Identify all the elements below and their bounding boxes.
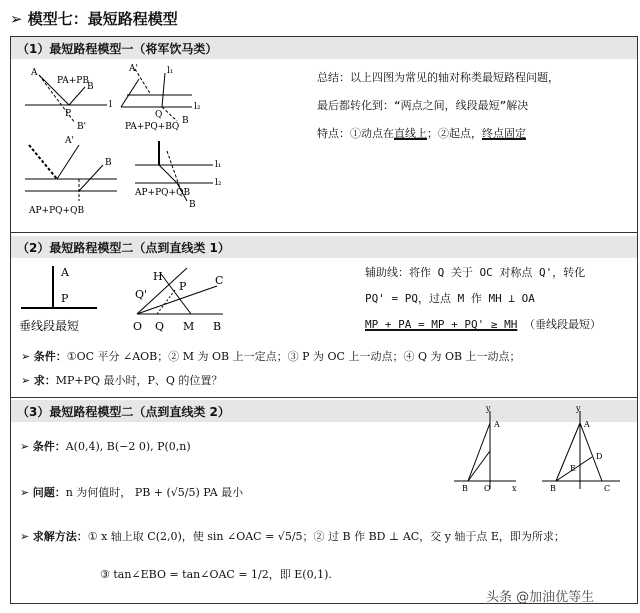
fig6-label-p: P — [179, 280, 187, 293]
summary3-mid: ；②起点， — [427, 127, 482, 140]
fig1-label-bprime: B' — [77, 122, 87, 132]
fig7-label-x: x — [512, 484, 517, 493]
section2-header — [11, 236, 637, 258]
fig6-label-m: M — [183, 320, 195, 333]
section1-title: （1）最短路程模型一（将军饮马类） — [17, 42, 218, 56]
fig8-label-a: A — [584, 420, 590, 429]
fig2-label-sum: PA+PQ+BQ — [125, 122, 180, 132]
fig5-label-a: A — [61, 266, 69, 279]
aux3-note: （垂线段最短） — [523, 318, 601, 331]
s2-ask-text: MP+PQ 最小时，P、Q 的位置？ — [55, 374, 223, 387]
fig1-label-sum: PA+PB — [57, 76, 89, 86]
s2-ask: ➢ 求：MP+PQ 最小时，P、Q 的位置？ — [21, 374, 223, 387]
fig5-caption: 垂线段最短 — [19, 319, 80, 333]
fig4-label-sum: AP+PQ+QB — [135, 188, 191, 198]
fig3-label-aprime: A' — [65, 136, 74, 146]
fig7-label-y: y — [486, 405, 491, 413]
fig3-label-sum: AP+PQ+QB — [29, 206, 85, 216]
fig7-label-b: B — [462, 484, 468, 493]
s3-sol-label: 求解方法： — [32, 530, 88, 543]
section3-figures — [450, 405, 630, 495]
section2-body — [11, 258, 637, 398]
fig6-label-q: Q — [155, 320, 165, 333]
watermark: 头条 @加油优等生 — [486, 590, 595, 605]
fig8-label-d: D — [596, 452, 603, 461]
fig8-label-b: B — [550, 484, 556, 493]
section3-title: （3）最短路程模型二（点到直线类 2） — [17, 405, 230, 419]
aux-line2: PQ' = PQ，过点 M 作 MH ⊥ OA — [365, 292, 535, 305]
section2-figures — [17, 260, 347, 340]
summary3-pre: 特点：①动点在 — [317, 127, 394, 140]
fig2-label-l1: l₁ — [167, 66, 174, 76]
fig6-label-b: B — [213, 320, 222, 333]
fig3-label-b: B — [105, 158, 112, 168]
s3-question: ➢ 问题：n 为何值时， PB + (√5/5) PA 最小 — [20, 486, 244, 499]
fig4-label-b: B — [189, 200, 196, 210]
summary-line1: 总结：以上四图为常见的轴对称类最短路程问题， — [317, 71, 559, 84]
fig6-label-qprime: Q' — [135, 288, 148, 301]
s3-q-post: 最小 — [221, 486, 244, 499]
section1-figures — [17, 61, 317, 231]
fig2-label-l2: l₂ — [194, 102, 201, 112]
fig7-label-o: O — [484, 484, 491, 493]
s2-cond-text: ①OC 平分 ∠AOB；② M 为 OB 上一定点；③ P 为 OC 上一动点；④ Q 为 OB 上一动点； — [66, 350, 521, 363]
s3-cond-text: A(0,4), B(−2 0), P(0,n) — [65, 440, 191, 453]
fig1-label-b: B — [87, 82, 94, 92]
fig7-label-a: A — [494, 420, 500, 429]
s2-cond-label: 条件： — [33, 350, 67, 363]
section1-header — [11, 37, 637, 59]
s3-q-expr: PB + (√5/5) PA — [134, 486, 218, 499]
section1-body — [11, 59, 637, 233]
s3-condition: ➢ 条件：A(0,4), B(−2 0), P(0,n) — [20, 440, 191, 453]
fig1-label-l: l — [109, 100, 112, 110]
fig4-label-l2: l₂ — [215, 178, 222, 188]
fig8-label-y: y — [576, 405, 581, 413]
section2-title: （2）最短路程模型二（点到直线类 1） — [17, 241, 230, 255]
fig1-label-p: P — [65, 109, 72, 119]
fig8-label-c: C — [604, 484, 611, 493]
fig6-label-h: H — [153, 270, 163, 283]
s3-cond-label: 条件： — [32, 440, 66, 453]
fig5-label-p: P — [61, 292, 69, 305]
fig2-label-aprime: A' — [129, 64, 138, 74]
summary-line2: 最后都转化到：“两点之间，线段最短”解决 — [317, 99, 529, 112]
s3-solution: ➢ 求解方法：① x 轴上取 C(2,0)，使 sin ∠OAC = √5/5；② 过 B 作 BD ⊥ AC，交 y 轴于点 E，即为所求； — [20, 530, 565, 543]
s2-condition: ➢ 条件：①OC 平分 ∠AOB；② M 为 OB 上一定点；③ P 为 OC 上一动点；④ Q 为 OB 上一动点； — [21, 350, 521, 363]
summary3-underlined1: 直线上 — [394, 127, 427, 140]
s3-q-label: 问题： — [32, 486, 66, 499]
fig1-label-a: A — [31, 68, 38, 78]
summary-line3 — [317, 125, 526, 141]
fig2-label-q: Q — [155, 110, 163, 120]
s2-ask-label: 求： — [33, 374, 56, 387]
aux-line1: 辅助线：将作 Q 关于 OC 对称点 Q'，转化 — [365, 266, 586, 279]
fig8-label-e: E — [570, 464, 576, 473]
s3-q-pre: n 为何值时， — [65, 486, 132, 499]
fig6-label-o: O — [133, 320, 143, 333]
s3-sol2: ③ tan∠EBO = tan∠OAC = 1/2，即 E(0,1). — [100, 568, 332, 581]
s3-sol1: ① x 轴上取 C(2,0)，使 sin ∠OAC = √5/5；② 过 B 作 BD ⊥ AC，交 y 轴于点 E，即为所求； — [87, 530, 565, 543]
fig4-label-l1: l₁ — [215, 160, 222, 170]
fig6-label-c: C — [215, 274, 224, 287]
summary3-underlined2: 终点固定 — [482, 127, 526, 140]
aux3-inequality: MP + PA = MP + PQ' ≥ MH — [365, 318, 518, 331]
aux-line3 — [365, 316, 601, 332]
fig2-label-b: B — [182, 116, 189, 126]
page-title: ➢ 模型七：最短路程模型 — [10, 10, 178, 28]
